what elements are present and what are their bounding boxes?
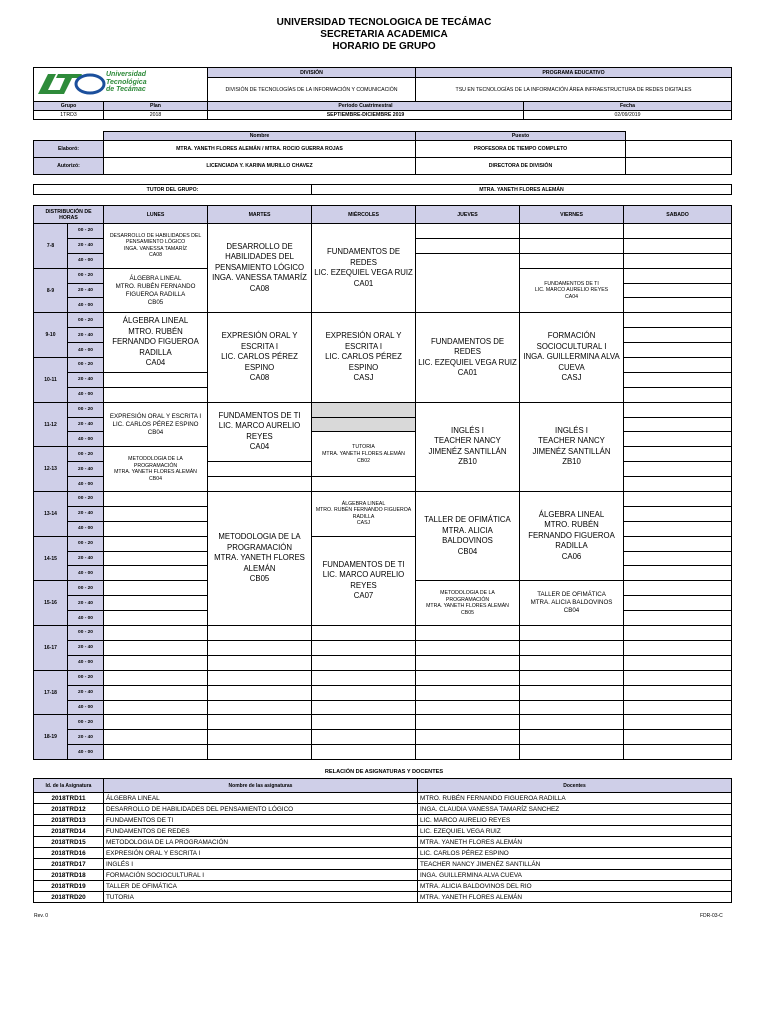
slot: 20 - 40 bbox=[68, 551, 104, 566]
logo-text-3: de Tecámac bbox=[106, 86, 146, 93]
empty-cell bbox=[624, 283, 732, 298]
university-logo bbox=[34, 68, 154, 102]
class-teacher: MTRA. YANETH FLORES ALEMÁN bbox=[114, 469, 197, 476]
relacion-id: 2018TRD19 bbox=[34, 881, 104, 892]
class-teacher: INGA. VANESSA TAMARÍZ bbox=[212, 273, 307, 283]
hour-8-9: 8-9 bbox=[34, 268, 68, 313]
class-subject: FUNDAMENTOS DE TI bbox=[544, 280, 599, 287]
relacion-row bbox=[34, 793, 732, 804]
relacion-nombre: TALLER DE OFIMÁTICA bbox=[104, 881, 418, 892]
class-room: CA08 bbox=[149, 252, 162, 259]
class-block-jueves-3 bbox=[416, 492, 520, 581]
class-teacher: MTRO. RUBÉN FERNANDO FIGUEROA RADILLA bbox=[315, 507, 412, 520]
relacion-id: 2018TRD14 bbox=[34, 826, 104, 837]
tutor-table bbox=[33, 184, 732, 195]
empty-cell bbox=[624, 506, 732, 521]
relacion-table bbox=[33, 778, 732, 903]
class-subject: INGLÉS I bbox=[451, 425, 484, 435]
slot: 00 - 20 bbox=[68, 492, 104, 507]
hour-7-8: 7-8 bbox=[34, 224, 68, 269]
relacion-id: 2018TRD18 bbox=[34, 870, 104, 881]
class-subject: METODOLOGIA DE LA PROGRAMACIÓN bbox=[440, 590, 495, 603]
blocked-cell bbox=[312, 417, 416, 432]
class-room: CB05 bbox=[249, 574, 270, 584]
autorizo-nombre: LICENCIADA Y. KARINA MURILLO CHAVEZ bbox=[104, 158, 416, 175]
class-room: CA01 bbox=[457, 368, 478, 378]
empty-cell bbox=[520, 224, 624, 239]
slot: 40 - 00 bbox=[68, 387, 104, 402]
relacion-nombre: INGLÉS I bbox=[104, 859, 418, 870]
programa-label: PROGRAMA EDUCATIVO bbox=[416, 68, 732, 78]
class-teacher: MTRA. YANETH FLORES ALEMÁN bbox=[322, 451, 405, 457]
hour-12-13: 12-13 bbox=[34, 447, 68, 492]
class-teacher: INGA. GUILLERMINA ALVA CUEVA bbox=[523, 352, 620, 372]
empty-cell bbox=[208, 462, 312, 477]
empty-cell bbox=[104, 551, 208, 566]
class-teacher: LIC. MARCO AURELIO REYES bbox=[322, 570, 405, 590]
fecha-label: Fecha bbox=[524, 102, 732, 111]
slot: 20 - 40 bbox=[68, 730, 104, 745]
info-table bbox=[33, 67, 732, 103]
relacion-col-docentes: Docentes bbox=[418, 779, 732, 793]
blocked-cell bbox=[312, 402, 416, 417]
relacion-nombre: TUTORIA bbox=[104, 892, 418, 903]
class-teacher: LIC. EZEQUIEL VEGA RUIZ bbox=[314, 268, 413, 278]
slot: 20 - 40 bbox=[68, 640, 104, 655]
class-teacher: MTRO. RUBÉN FERNANDO FIGUEROA RADILLA bbox=[528, 520, 615, 551]
hour-17-18: 17-18 bbox=[34, 670, 68, 715]
hour-10-11: 10-11 bbox=[34, 358, 68, 403]
empty-cell bbox=[624, 387, 732, 402]
relacion-docente: INGA. GUILLERMINA ALVA CUEVA bbox=[418, 870, 732, 881]
class-subject: DESARROLLO DE HABILIDADES DEL PENSAMIENTO LÓGICO bbox=[109, 232, 202, 246]
empty-cell bbox=[104, 566, 208, 581]
class-room: CB04 bbox=[457, 546, 478, 556]
class-block-viernes-4 bbox=[520, 492, 624, 581]
class-block-viernes-3 bbox=[520, 402, 624, 491]
relacion-docente: MTRA. YANETH FLORES ALEMÁN bbox=[418, 892, 732, 903]
relacion-nombre: ÁLGEBRA LINEAL bbox=[104, 793, 418, 804]
slot: 40 - 00 bbox=[68, 343, 104, 358]
class-subject: INGLÉS I bbox=[555, 425, 588, 435]
relacion-id: 2018TRD13 bbox=[34, 815, 104, 826]
class-subject: METODOLOGIA DE LA PROGRAMACIÓN bbox=[218, 532, 301, 552]
periodo-label: Periodo Cuatrimestral bbox=[208, 102, 524, 111]
col-header-lunes: LUNES bbox=[104, 206, 208, 224]
slot: 00 - 20 bbox=[68, 670, 104, 685]
elaboro-puesto: PROFESORA DE TIEMPO COMPLETO bbox=[416, 141, 626, 158]
rev-label: Rev. 0 bbox=[34, 913, 49, 919]
plan-value: 2018 bbox=[104, 111, 208, 120]
empty-cell bbox=[520, 253, 624, 268]
class-subject: EXPRESIÓN ORAL Y ESCRITA I bbox=[109, 412, 202, 420]
grupo-value: 1TRD3 bbox=[34, 111, 104, 120]
grupo-label: Grupo bbox=[34, 102, 104, 111]
fecha-value: 02/09/2019 bbox=[524, 111, 732, 120]
class-block-lunes-3 bbox=[104, 313, 208, 373]
class-room: CASJ bbox=[353, 373, 374, 383]
periodo-value: SEPTIEMBRE-DICIEMBRE 2019 bbox=[208, 111, 524, 120]
slot: 00 - 20 bbox=[68, 358, 104, 373]
class-room: CA04 bbox=[565, 293, 578, 300]
relacion-nombre: FORMACIÓN SOCIOCULTURAL I bbox=[104, 870, 418, 881]
slot: 00 - 20 bbox=[68, 715, 104, 730]
relacion-row bbox=[34, 826, 732, 837]
class-subject: TALLER DE OFIMÁTICA bbox=[424, 515, 511, 525]
class-block-martes-4 bbox=[208, 492, 312, 626]
empty-cell bbox=[624, 298, 732, 313]
slot: 20 - 40 bbox=[68, 283, 104, 298]
class-room: CB04 bbox=[147, 428, 164, 436]
logo-text-1: Universidad bbox=[106, 71, 147, 78]
department-title: SECRETARIA ACADEMICA bbox=[320, 29, 448, 40]
empty-cell bbox=[104, 492, 208, 507]
class-block-jueves-1 bbox=[416, 313, 520, 402]
class-room: ZB10 bbox=[562, 457, 581, 467]
empty-cell bbox=[104, 611, 208, 626]
empty-cell bbox=[624, 402, 732, 417]
document-title: HORARIO DE GRUPO bbox=[332, 41, 436, 52]
relacion-docente: MTRA. ALICIA BALDOVINOS DEL RIO bbox=[418, 881, 732, 892]
slot: 40 - 00 bbox=[68, 477, 104, 492]
col-header-martes: MARTES bbox=[208, 206, 312, 224]
class-room: CASJ bbox=[561, 373, 582, 383]
relacion-docente: TEACHER NANCY JIMENÉZ SANTILLÁN bbox=[418, 859, 732, 870]
empty-cell bbox=[624, 328, 732, 343]
relacion-docente: INGA. CLAUDIA VANESSA TAMARÍZ SANCHEZ bbox=[418, 804, 732, 815]
relacion-nombre: FUNDAMENTOS DE TI bbox=[104, 815, 418, 826]
class-subject: EXPRESIÓN ORAL Y ESCRITA I bbox=[221, 331, 298, 351]
relacion-col-id: Id. de la Asignatura bbox=[34, 779, 104, 793]
hour-16-17: 16-17 bbox=[34, 626, 68, 671]
signers-table bbox=[33, 131, 732, 175]
class-block-jueves-4 bbox=[416, 581, 520, 626]
relacion-row bbox=[34, 870, 732, 881]
empty-cell bbox=[104, 581, 208, 596]
slot: 40 - 00 bbox=[68, 655, 104, 670]
slot: 20 - 40 bbox=[68, 238, 104, 253]
class-teacher: MTRA. YANETH FLORES ALEMÁN bbox=[426, 603, 509, 610]
class-room: CA04 bbox=[249, 442, 270, 452]
class-subject: FUNDAMENTOS DE TI bbox=[322, 559, 405, 569]
relacion-docente: LIC. MARCO AURELIO REYES bbox=[418, 815, 732, 826]
empty-cell bbox=[624, 417, 732, 432]
empty-cell bbox=[624, 268, 732, 283]
slot: 00 - 20 bbox=[68, 447, 104, 462]
class-block-lunes-4 bbox=[104, 402, 208, 447]
relacion-id: 2018TRD17 bbox=[34, 859, 104, 870]
empty-cell bbox=[624, 358, 732, 373]
col-header-jueves: JUEVES bbox=[416, 206, 520, 224]
class-teacher: LIC. CARLOS PÉREZ ESPINO bbox=[221, 352, 298, 372]
empty-cell bbox=[104, 521, 208, 536]
class-block-lunes-1 bbox=[104, 224, 208, 269]
empty-cell bbox=[624, 238, 732, 253]
empty-cell bbox=[624, 536, 732, 551]
empty-cell bbox=[208, 477, 312, 492]
class-teacher: TEACHER NANCY JIMENÉZ SANTILLÁN bbox=[532, 436, 611, 456]
class-subject: TALLER DE OFIMÁTICA bbox=[537, 591, 606, 599]
class-room: CA07 bbox=[353, 591, 374, 601]
class-subject: METODOLOGIA DE LA PROGRAMACIÓN bbox=[128, 456, 183, 469]
slot: 40 - 00 bbox=[68, 700, 104, 715]
class-subject: ÁLGEBRA LINEAL bbox=[538, 509, 605, 519]
empty-cell bbox=[416, 224, 520, 239]
hour-9-10: 9-10 bbox=[34, 313, 68, 358]
relacion-id: 2018TRD15 bbox=[34, 837, 104, 848]
relacion-row bbox=[34, 837, 732, 848]
empty-cell bbox=[104, 372, 208, 387]
empty-cell bbox=[104, 596, 208, 611]
empty-cell bbox=[624, 611, 732, 626]
plan-label: Plan bbox=[104, 102, 208, 111]
elaboro-nombre: MTRA. YANETH FLORES ALEMÁN / MTRA. ROCIO GUERRA ROJAS bbox=[104, 141, 416, 158]
class-room: CA04 bbox=[145, 358, 166, 368]
hour-15-16: 15-16 bbox=[34, 581, 68, 626]
empty-cell bbox=[624, 462, 732, 477]
slot: 00 - 20 bbox=[68, 224, 104, 239]
relacion-nombre: DESARROLLO DE HABILIDADES DEL PENSAMIENTO LÓGICO bbox=[104, 804, 418, 815]
slot: 40 - 00 bbox=[68, 611, 104, 626]
class-subject: FORMACIÓN SOCIOCULTURAL I bbox=[536, 331, 607, 351]
puesto-label: Puesto bbox=[416, 132, 626, 141]
class-block-martes-2 bbox=[208, 313, 312, 402]
class-room: CB02 bbox=[357, 457, 370, 464]
empty-cell bbox=[104, 387, 208, 402]
class-room: CASJ bbox=[356, 520, 371, 527]
class-subject: ÁLGEBRA LINEAL bbox=[122, 316, 189, 326]
class-room: CB05 bbox=[147, 298, 164, 306]
programa-value: TSU EN TECNOLOGÍAS DE LA INFORMACIÓN ÁREA INFRAESTRUCTURA DE REDES DIGITALES bbox=[416, 78, 732, 103]
empty-cell bbox=[312, 477, 416, 492]
class-block-lunes-5 bbox=[104, 447, 208, 492]
relacion-docente: MTRA. YANETH FLORES ALEMÁN bbox=[418, 837, 732, 848]
class-teacher: MTRA. ALICIA BALDOVINOS bbox=[530, 599, 613, 607]
class-teacher: LIC. CARLOS PÉREZ ESPINO bbox=[325, 352, 402, 372]
class-block-martes-3 bbox=[208, 402, 312, 462]
relacion-docente: LIC. EZEQUIEL VEGA RUIZ bbox=[418, 826, 732, 837]
relacion-id: 2018TRD16 bbox=[34, 848, 104, 859]
empty-cell bbox=[624, 566, 732, 581]
autorizo-puesto: DIRECTORA DE DIVISIÓN bbox=[416, 158, 626, 175]
relacion-col-nombre: Nombre de las asignaturas bbox=[104, 779, 418, 793]
empty-cell bbox=[624, 343, 732, 358]
relacion-id: 2018TRD20 bbox=[34, 892, 104, 903]
class-room: CA08 bbox=[249, 373, 270, 383]
empty-cell bbox=[624, 551, 732, 566]
relacion-nombre: EXPRESIÓN ORAL Y ESCRITA I bbox=[104, 848, 418, 859]
class-teacher: LIC. MARCO AURELIO REYES bbox=[534, 287, 609, 294]
class-block-viernes-2 bbox=[520, 313, 624, 402]
class-subject: DESARROLLO DE HABILIDADES DEL PENSAMIENTO LÓGICO bbox=[214, 241, 305, 272]
col-header-horas: DISTRIBUCIÓN DE HORAS bbox=[34, 206, 104, 224]
slot: 00 - 20 bbox=[68, 313, 104, 328]
empty-cell bbox=[624, 521, 732, 536]
slot: 40 - 00 bbox=[68, 253, 104, 268]
form-code: FDR-03-C bbox=[700, 913, 723, 919]
class-subject: FUNDAMENTOS DE REDES bbox=[326, 247, 401, 267]
class-teacher: MTRA. ALICIA BALDOVINOS bbox=[442, 525, 493, 546]
class-teacher: LIC. CARLOS PÉREZ ESPINO bbox=[112, 420, 199, 428]
empty-cell bbox=[624, 224, 732, 239]
empty-cell bbox=[104, 536, 208, 551]
elaboro-label: Elaboró: bbox=[34, 141, 104, 158]
slot: 40 - 00 bbox=[68, 298, 104, 313]
class-block-viernes-1 bbox=[520, 268, 624, 313]
relacion-row bbox=[34, 848, 732, 859]
relacion-row bbox=[34, 881, 732, 892]
class-subject: TUTORIA bbox=[352, 444, 375, 451]
relacion-id: 2018TRD12 bbox=[34, 804, 104, 815]
class-teacher: MTRO. RUBÉN FERNANDO FIGUEROA RADILLA bbox=[115, 282, 196, 298]
class-room: CB04 bbox=[149, 475, 162, 482]
hour-13-14: 13-14 bbox=[34, 492, 68, 537]
class-block-jueves-2 bbox=[416, 402, 520, 491]
slot: 20 - 40 bbox=[68, 417, 104, 432]
division-value: DIVISIÓN DE TECNOLOGÍAS DE LA INFORMACIÓN Y COMUNICACIÓN bbox=[208, 78, 416, 103]
class-teacher: TEACHER NANCY JIMENÉZ SANTILLÁN bbox=[428, 436, 507, 456]
class-block-miercoles-2 bbox=[312, 313, 416, 402]
col-header-miercoles: MIÉRCOLES bbox=[312, 206, 416, 224]
relacion-nombre: METODOLOGIA DE LA PROGRAMACIÓN bbox=[104, 837, 418, 848]
class-room: CA01 bbox=[353, 278, 374, 288]
relacion-row bbox=[34, 804, 732, 815]
col-header-viernes: VIERNES bbox=[520, 206, 624, 224]
slot: 20 - 40 bbox=[68, 685, 104, 700]
class-block-miercoles-1 bbox=[312, 224, 416, 313]
relacion-nombre: FUNDAMENTOS DE REDES bbox=[104, 826, 418, 837]
col-header-sabado: SABADO bbox=[624, 206, 732, 224]
hour-14-15: 14-15 bbox=[34, 536, 68, 581]
slot: 00 - 20 bbox=[68, 581, 104, 596]
class-block-martes-1 bbox=[208, 224, 312, 313]
hour-11-12: 11-12 bbox=[34, 402, 68, 447]
class-room: CB05 bbox=[461, 609, 474, 616]
empty-cell bbox=[624, 477, 732, 492]
class-room: CA06 bbox=[561, 551, 582, 561]
class-teacher: MTRO. RUBÉN FERNANDO FIGUEROA RADILLA bbox=[112, 326, 199, 357]
slot: 20 - 40 bbox=[68, 506, 104, 521]
empty-cell bbox=[416, 253, 520, 313]
empty-cell bbox=[624, 313, 732, 328]
relacion-row bbox=[34, 892, 732, 903]
empty-cell bbox=[624, 432, 732, 447]
relacion-id: 2018TRD11 bbox=[34, 793, 104, 804]
class-subject: ÁLGEBRA LINEAL bbox=[341, 500, 386, 507]
empty-cell bbox=[624, 447, 732, 462]
empty-cell bbox=[624, 253, 732, 268]
autorizo-label: Autorizó: bbox=[34, 158, 104, 175]
class-subject: ÁLGEBRA LINEAL bbox=[129, 274, 182, 282]
class-teacher: LIC. MARCO AURELIO REYES bbox=[218, 421, 301, 441]
nombre-label: Nombre bbox=[104, 132, 416, 141]
relacion-row bbox=[34, 815, 732, 826]
class-subject: FUNDAMENTOS DE REDES bbox=[430, 336, 505, 357]
slot: 20 - 40 bbox=[68, 372, 104, 387]
empty-cell bbox=[624, 596, 732, 611]
class-room: CA08 bbox=[249, 283, 270, 293]
class-room: ZB10 bbox=[458, 457, 477, 467]
group-info-table bbox=[33, 101, 732, 120]
logo-text-2: Tecnológica bbox=[106, 78, 147, 86]
empty-cell bbox=[520, 238, 624, 253]
slot: 40 - 00 bbox=[68, 566, 104, 581]
empty-cell bbox=[624, 372, 732, 387]
class-block-miercoles-3 bbox=[312, 432, 416, 477]
hour-18-19: 18-19 bbox=[34, 715, 68, 760]
relacion-title: RELACIÓN DE ASIGNATURAS Y DOCENTES bbox=[324, 769, 444, 775]
tutor-value: MTRA. YANETH FLORES ALEMÁN bbox=[312, 185, 732, 195]
class-teacher: MTRA. YANETH FLORES ALEMÁN bbox=[214, 553, 305, 573]
class-block-lunes-2 bbox=[104, 268, 208, 313]
class-subject: EXPRESIÓN ORAL Y ESCRITA I bbox=[325, 331, 402, 351]
empty-cell bbox=[104, 506, 208, 521]
slot: 40 - 00 bbox=[68, 745, 104, 760]
empty-cell bbox=[624, 581, 732, 596]
slot: 00 - 20 bbox=[68, 536, 104, 551]
class-teacher: INGA. VANESSA TAMARÍZ bbox=[123, 245, 188, 252]
slot: 00 - 20 bbox=[68, 402, 104, 417]
class-room: CB04 bbox=[563, 607, 580, 615]
relacion-row bbox=[34, 859, 732, 870]
division-label: DIVISIÓN bbox=[208, 68, 416, 78]
empty-cell bbox=[416, 238, 520, 253]
relacion-docente: LIC. CARLOS PÉREZ ESPINO bbox=[418, 848, 732, 859]
university-title: UNIVERSIDAD TECNOLOGICA DE TECÁMAC bbox=[276, 17, 492, 28]
relacion-docente: MTRO. RUBÉN FERNANDO FIGUEROA RADILLA bbox=[418, 793, 732, 804]
class-teacher: LIC. EZEQUIEL VEGA RUIZ bbox=[418, 357, 517, 367]
slot: 00 - 20 bbox=[68, 268, 104, 283]
slot: 20 - 40 bbox=[68, 328, 104, 343]
empty-cell bbox=[624, 492, 732, 507]
slot: 40 - 00 bbox=[68, 521, 104, 536]
slot: 20 - 40 bbox=[68, 596, 104, 611]
slot: 00 - 20 bbox=[68, 626, 104, 641]
class-block-miercoles-5 bbox=[312, 536, 416, 625]
schedule-table bbox=[33, 205, 732, 760]
tutor-label: TUTOR DEL GRUPO: bbox=[34, 185, 312, 195]
slot: 20 - 40 bbox=[68, 462, 104, 477]
class-block-viernes-5 bbox=[520, 581, 624, 626]
class-subject: FUNDAMENTOS DE TI bbox=[218, 410, 301, 420]
slot: 40 - 00 bbox=[68, 432, 104, 447]
class-block-miercoles-4 bbox=[312, 492, 416, 537]
